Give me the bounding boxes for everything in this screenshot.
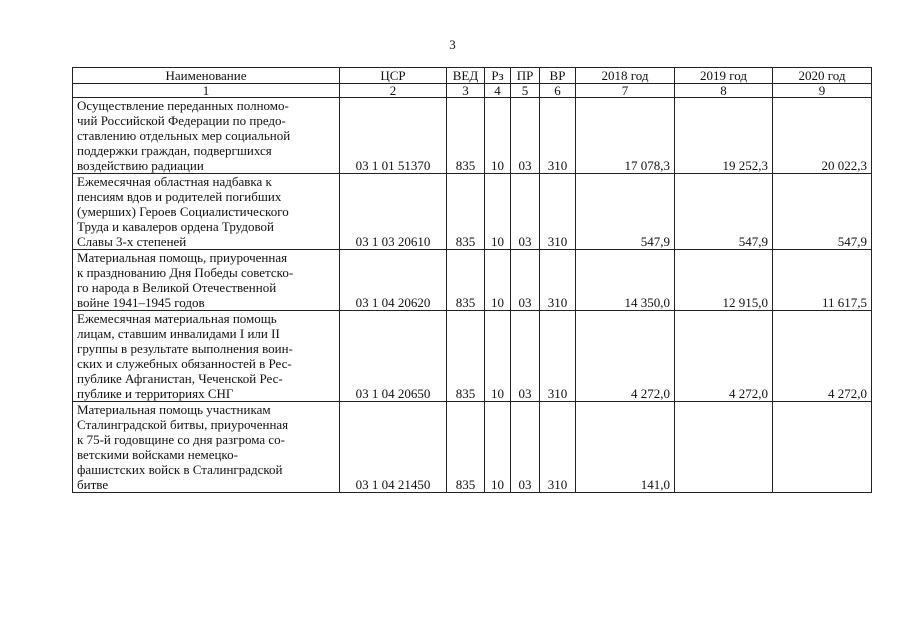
- row-name: [73, 311, 340, 402]
- cell-vr: 310: [540, 311, 576, 402]
- column-number: 4: [485, 84, 511, 98]
- cell-vr: 310: [540, 250, 576, 311]
- cell-2018: 141,0: [576, 402, 675, 493]
- name-line: ских и служебных обязанностей в Рес-: [77, 356, 292, 371]
- cell-csr: 03 1 03 20610: [340, 174, 447, 250]
- header-row: [73, 68, 872, 84]
- cell-2019: 19 252,3: [675, 98, 773, 174]
- name-line: лицам, ставшим инвалидами I или II: [77, 326, 280, 341]
- cell-rz: 10: [485, 402, 511, 493]
- column-number: 6: [540, 84, 576, 98]
- cell-ved: 835: [447, 174, 485, 250]
- column-number: 5: [511, 84, 540, 98]
- name-line: ветскими войсками немецко-: [77, 447, 238, 462]
- header-2019: 2019 год: [675, 68, 773, 84]
- header-rz: Рз: [485, 68, 511, 84]
- row-name: [73, 250, 340, 311]
- table-row: [73, 402, 872, 493]
- name-line: публике Афганистан, Чеченской Рес-: [77, 371, 283, 386]
- cell-vr: 310: [540, 402, 576, 493]
- cell-2018: 17 078,3: [576, 98, 675, 174]
- cell-rz: 10: [485, 174, 511, 250]
- header-pr: ПР: [511, 68, 540, 84]
- cell-vr: 310: [540, 174, 576, 250]
- header-vr: ВР: [540, 68, 576, 84]
- column-number: 1: [73, 84, 340, 98]
- name-line: публике и территориях СНГ: [77, 386, 234, 401]
- cell-2019: [675, 402, 773, 493]
- column-number-row: [73, 84, 872, 98]
- name-line: пенсиям вдов и родителей погибших: [77, 189, 282, 204]
- cell-2020: [773, 402, 872, 493]
- cell-ved: 835: [447, 402, 485, 493]
- cell-2019: 547,9: [675, 174, 773, 250]
- cell-ved: 835: [447, 311, 485, 402]
- cell-rz: 10: [485, 250, 511, 311]
- name-line: к 75-й годовщине со дня разгрома со-: [77, 432, 285, 447]
- column-number: 8: [675, 84, 773, 98]
- cell-ved: 835: [447, 250, 485, 311]
- name-line: воздействию радиации: [77, 158, 204, 173]
- cell-2019: 4 272,0: [675, 311, 773, 402]
- cell-2020: 20 022,3: [773, 98, 872, 174]
- cell-pr: 03: [511, 98, 540, 174]
- table-row: [73, 250, 872, 311]
- row-name: [73, 98, 340, 174]
- name-line: Ежемесячная материальная помощь: [77, 311, 277, 326]
- cell-2019: 12 915,0: [675, 250, 773, 311]
- row-name: [73, 402, 340, 493]
- cell-csr: 03 1 04 21450: [340, 402, 447, 493]
- name-line: Труда и кавалеров ордена Трудовой: [77, 219, 274, 234]
- name-line: войне 1941–1945 годов: [77, 295, 205, 310]
- cell-2020: 547,9: [773, 174, 872, 250]
- name-line: Осуществление переданных полномо-: [77, 98, 289, 113]
- name-line: Материальная помощь, приуроченная: [77, 250, 288, 265]
- cell-2018: 14 350,0: [576, 250, 675, 311]
- cell-2018: 4 272,0: [576, 311, 675, 402]
- cell-pr: 03: [511, 311, 540, 402]
- name-line: Сталинградской битвы, приуроченная: [77, 417, 289, 432]
- cell-ved: 835: [447, 98, 485, 174]
- header-2020: 2020 год: [773, 68, 872, 84]
- name-line: к празднованию Дня Победы советско-: [77, 265, 294, 280]
- name-line: (умерших) Героев Социалистического: [77, 204, 289, 219]
- header-csr: ЦСР: [340, 68, 447, 84]
- header-ved: ВЕД: [447, 68, 485, 84]
- name-line: поддержки граждан, подвергшихся: [77, 143, 272, 158]
- header-2018: 2018 год: [576, 68, 675, 84]
- header-name: Наименование: [73, 68, 340, 84]
- column-number: 3: [447, 84, 485, 98]
- table-row: [73, 98, 872, 174]
- name-line: группы в результате выполнения воин-: [77, 341, 293, 356]
- name-line: ставлению отдельных мер социальной: [77, 128, 291, 143]
- name-line: чий Российской Федерации по предо-: [77, 113, 286, 128]
- row-name: [73, 174, 340, 250]
- name-line: битве: [77, 477, 109, 492]
- cell-2020: 4 272,0: [773, 311, 872, 402]
- cell-2018: 547,9: [576, 174, 675, 250]
- name-line: фашистских войск в Сталинградской: [77, 462, 283, 477]
- cell-csr: 03 1 01 51370: [340, 98, 447, 174]
- cell-pr: 03: [511, 174, 540, 250]
- cell-csr: 03 1 04 20620: [340, 250, 447, 311]
- name-line: Славы 3-х степеней: [77, 234, 187, 249]
- table-row: [73, 311, 872, 402]
- cell-rz: 10: [485, 98, 511, 174]
- budget-table: [72, 67, 872, 493]
- column-number: 7: [576, 84, 675, 98]
- column-number: 2: [340, 84, 447, 98]
- column-number: 9: [773, 84, 872, 98]
- table-row: [73, 174, 872, 250]
- cell-pr: 03: [511, 402, 540, 493]
- page-number: 3: [449, 37, 456, 52]
- cell-vr: 310: [540, 98, 576, 174]
- cell-csr: 03 1 04 20650: [340, 311, 447, 402]
- name-line: Материальная помощь участникам: [77, 402, 271, 417]
- name-line: Ежемесячная областная надбавка к: [77, 174, 272, 189]
- cell-rz: 10: [485, 311, 511, 402]
- cell-2020: 11 617,5: [773, 250, 872, 311]
- name-line: го народа в Великой Отечественной: [77, 280, 277, 295]
- cell-pr: 03: [511, 250, 540, 311]
